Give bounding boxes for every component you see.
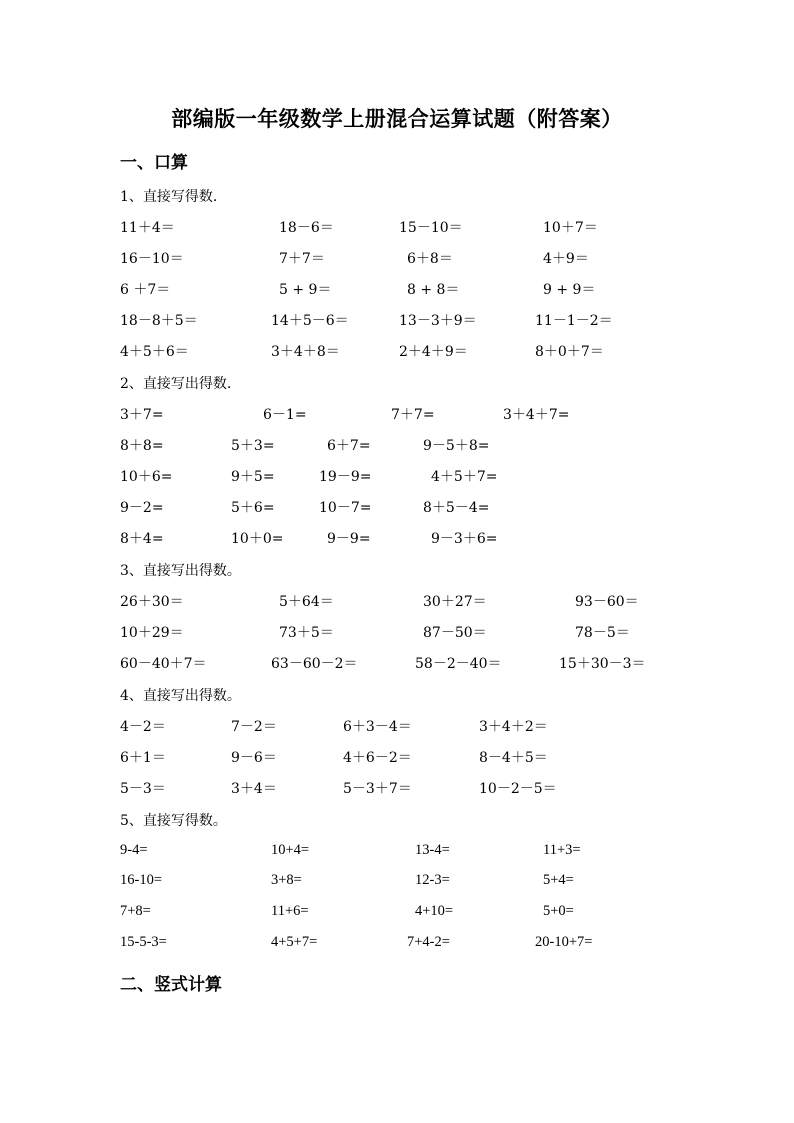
- problem: 5＋3=: [231, 438, 275, 454]
- problem: 15－10＝: [399, 220, 463, 236]
- problem: 30＋27＝: [423, 594, 487, 610]
- problem-row: [0, 310, 794, 332]
- problem: 4＋6－2＝: [343, 750, 412, 766]
- problem: 11－1－2＝: [535, 313, 613, 329]
- problem: 10+4=: [271, 842, 310, 858]
- problem: 9－9=: [327, 531, 371, 547]
- problem-row: [0, 872, 794, 894]
- instruction-5: 5、直接写得数。: [120, 813, 227, 829]
- instruction-3: 3、直接写出得数。: [120, 563, 241, 579]
- problem-row: [0, 466, 794, 488]
- problem: 4－2＝: [120, 719, 166, 735]
- problem: 5 + 9＝: [279, 282, 332, 298]
- problem: 5＋64＝: [279, 594, 334, 610]
- problem: 3＋4＋7=: [503, 407, 570, 423]
- problem: 7＋7=: [391, 407, 435, 423]
- problem-row: [0, 747, 794, 769]
- problem: 9－2=: [120, 500, 164, 516]
- page-title: 部编版一年级数学上册混合运算试题（附答案）: [171, 106, 623, 131]
- problem-row: [0, 279, 794, 301]
- problem: 6－1=: [263, 407, 307, 423]
- problem: 73＋5＝: [279, 625, 334, 641]
- problem: 87－50＝: [423, 625, 487, 641]
- problem: 11+6=: [271, 903, 309, 919]
- section-heading-vertical: 二、竖式计算: [120, 975, 222, 995]
- problem-row: [0, 217, 794, 239]
- problem: 9-4=: [120, 842, 148, 858]
- problem: 78－5＝: [575, 625, 630, 641]
- problem-row: [0, 404, 794, 426]
- problem: 8 + 8＝: [407, 282, 460, 298]
- problem: 5－3＝: [120, 781, 166, 797]
- problem: 6＋8＝: [407, 251, 453, 267]
- problem: 4＋9＝: [543, 251, 589, 267]
- problem-row: [0, 778, 794, 800]
- problem: 93－60＝: [575, 594, 639, 610]
- problem: 5+4=: [543, 872, 574, 888]
- problem: 8＋8=: [120, 438, 164, 454]
- problem: 19－9=: [319, 469, 372, 485]
- problem: 58－2－40＝: [415, 656, 502, 672]
- problem-row: [0, 842, 794, 864]
- problem: 3＋7=: [120, 407, 164, 423]
- problem: 8＋4=: [120, 531, 164, 547]
- problem: 12-3=: [415, 872, 450, 888]
- section-heading-oral: 一、口算: [120, 153, 188, 173]
- instruction-1: 1、直接写得数.: [120, 189, 218, 205]
- problem-row: [0, 528, 794, 550]
- problem: 18－6＝: [279, 220, 334, 236]
- problem: 7－2＝: [231, 719, 277, 735]
- problem: 16-10=: [120, 872, 163, 888]
- problem: 3＋4＋8＝: [271, 344, 340, 360]
- problem: 4＋5＋7=: [431, 469, 498, 485]
- problem: 13－3＋9＝: [399, 313, 477, 329]
- problem: 63－60－2＝: [271, 656, 358, 672]
- problem: 3+8=: [271, 872, 302, 888]
- problem: 7+8=: [120, 903, 151, 919]
- problem: 4+10=: [415, 903, 454, 919]
- problem: 16－10＝: [120, 251, 184, 267]
- problem: 6 ＋7＝: [120, 282, 171, 298]
- problem: 8＋0＋7＝: [535, 344, 604, 360]
- problem: 9 + 9＝: [543, 282, 596, 298]
- problem: 60－40＋7＝: [120, 656, 207, 672]
- problem: 11＋4＝: [120, 220, 175, 236]
- problem: 10＋29＝: [120, 625, 184, 641]
- problem-row: [0, 934, 794, 956]
- problem: 5－3＋7＝: [343, 781, 412, 797]
- problem-row: [0, 435, 794, 457]
- problem-row: [0, 248, 794, 270]
- problem: 3＋4＋2＝: [479, 719, 548, 735]
- problem: 26＋30＝: [120, 594, 184, 610]
- instruction-2: 2、直接写出得数.: [120, 376, 232, 392]
- problem-row: [0, 903, 794, 925]
- problem: 18－8＋5＝: [120, 313, 198, 329]
- problem: 9－6＝: [231, 750, 277, 766]
- problem: 6＋1＝: [120, 750, 166, 766]
- problem: 5＋6=: [231, 500, 275, 516]
- problem-row: [0, 497, 794, 519]
- problem: 10＋7＝: [543, 220, 598, 236]
- problem: 4＋5＋6＝: [120, 344, 189, 360]
- problem: 3＋4＝: [231, 781, 277, 797]
- problem: 6＋3－4＝: [343, 719, 412, 735]
- problem-row: [0, 341, 794, 363]
- problem: 8＋5－4=: [423, 500, 490, 516]
- problem: 15＋30－3＝: [559, 656, 646, 672]
- problem: 9＋5=: [231, 469, 275, 485]
- instruction-4: 4、直接写出得数。: [120, 688, 241, 704]
- problem: 11+3=: [543, 842, 581, 858]
- problem: 14＋5－6＝: [271, 313, 349, 329]
- problem: 13-4=: [415, 842, 450, 858]
- problem: 7+4-2=: [407, 934, 450, 950]
- problem-row: [0, 622, 794, 644]
- problem-row: [0, 653, 794, 675]
- problem: 10－2－5＝: [479, 781, 557, 797]
- problem: 6＋7=: [327, 438, 371, 454]
- problem: 7＋7＝: [279, 251, 325, 267]
- problem: 8－4＋5＝: [479, 750, 548, 766]
- problem: 15-5-3=: [120, 934, 167, 950]
- problem: 10＋0=: [231, 531, 284, 547]
- problem: 20-10+7=: [535, 934, 593, 950]
- problem: 2＋4＋9＝: [399, 344, 468, 360]
- problem: 5+0=: [543, 903, 574, 919]
- problem-row: [0, 591, 794, 613]
- problem: 10－7=: [319, 500, 372, 516]
- problem: 9－3＋6=: [431, 531, 498, 547]
- problem: 4+5+7=: [271, 934, 318, 950]
- problem-row: [0, 716, 794, 738]
- problem: 9－5＋8=: [423, 438, 490, 454]
- problem: 10＋6=: [120, 469, 173, 485]
